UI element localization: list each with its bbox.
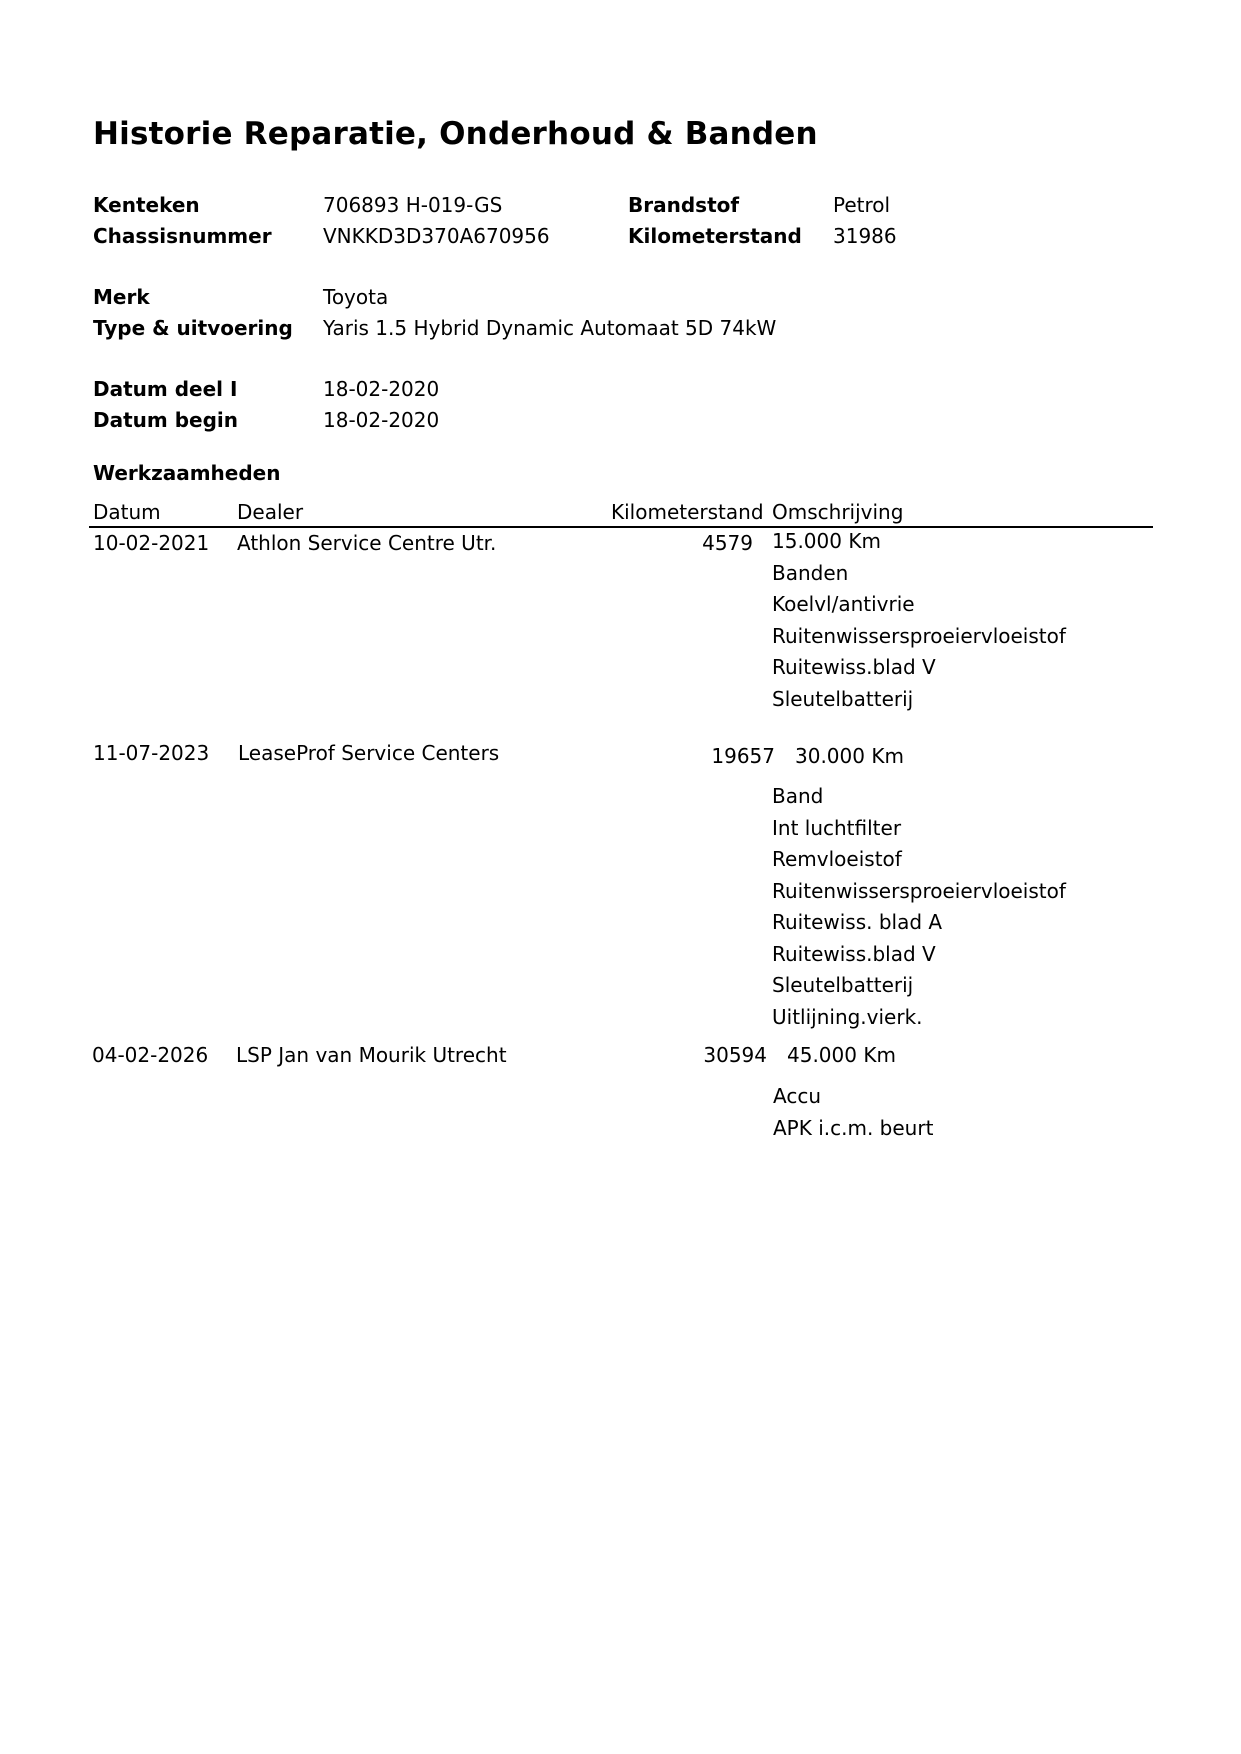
omschrijving-item: Ruitenwissersproeiervloeistof — [772, 878, 1066, 903]
omschrijving-item: Accu — [773, 1084, 821, 1108]
type-label: Type & uitvoering — [93, 316, 293, 340]
row-omschrijving-first: 45.000 Km — [787, 1043, 896, 1067]
column-header-datum: Datum — [93, 500, 161, 524]
brandstof-label: Brandstof — [628, 193, 740, 217]
datum-deel-value: 18-02-2020 — [323, 377, 440, 401]
row-dealer: LeaseProf Service Centers — [238, 741, 500, 765]
werkzaamheden-heading: Werkzaamheden — [93, 461, 281, 485]
row-datum: 11-07-2023 — [93, 741, 210, 765]
omschrijving-item: 15.000 Km — [772, 529, 881, 553]
omschrijving-item: Band — [772, 784, 824, 808]
chassis-label: Chassisnummer — [93, 224, 272, 248]
kilometerstand-label: Kilometerstand — [628, 224, 802, 248]
kenteken-label: Kenteken — [93, 193, 200, 217]
type-value: Yaris 1.5 Hybrid Dynamic Automaat 5D 74kW — [323, 316, 777, 340]
omschrijving-item: Ruitenwissersproeiervloeistof — [772, 623, 1066, 648]
kenteken-value: 706893 H-019-GS — [323, 193, 503, 217]
row-datum: 10-02-2021 — [93, 531, 210, 555]
kilometerstand-value: 31986 — [833, 224, 897, 248]
omschrijving-item: Sleutelbatterij — [772, 973, 914, 997]
datum-begin-value: 18-02-2020 — [323, 408, 440, 432]
omschrijving-item: Ruitewiss.blad V — [772, 655, 936, 679]
merk-label: Merk — [93, 285, 150, 309]
omschrijving-item: Ruitewiss.blad V — [772, 941, 936, 966]
column-header-omschrijving: Omschrijving — [772, 500, 904, 524]
omschrijving-item: Ruitewiss. blad A — [772, 910, 943, 934]
column-header-dealer: Dealer — [237, 500, 304, 524]
omschrijving-item: Koelvl/antivrie — [772, 592, 915, 616]
omschrijving-item: APK i.c.m. beurt — [773, 1115, 934, 1140]
row-datum: 04-02-2026 — [92, 1043, 209, 1067]
row-kilometerstand: 30594 — [703, 1043, 767, 1067]
page-title: Historie Reparatie, Onderhoud & Banden — [93, 116, 818, 152]
row-dealer: Athlon Service Centre Utr. — [237, 531, 497, 555]
omschrijving-item: Int luchtfilter — [772, 815, 902, 840]
omschrijving-item: Remvloeistof — [772, 847, 902, 871]
datum-begin-label: Datum begin — [93, 408, 238, 432]
datum-deel-label: Datum deel I — [93, 377, 238, 401]
row-kilometerstand: 4579 — [702, 531, 753, 555]
row-dealer: LSP Jan van Mourik Utrecht — [236, 1043, 507, 1067]
row-omschrijving — [772, 781, 1066, 1033]
omschrijving-item: Uitlijning.vierk. — [772, 1004, 923, 1029]
column-header-kilometerstand: Kilometerstand — [611, 500, 764, 524]
merk-value: Toyota — [323, 285, 389, 309]
row-omschrijving — [773, 1081, 933, 1144]
omschrijving-item: Sleutelbatterij — [772, 686, 914, 711]
row-omschrijving — [772, 526, 1066, 715]
row-kilometerstand: 19657 — [711, 744, 775, 768]
row-omschrijving-first: 30.000 Km — [795, 744, 904, 768]
chassis-value: VNKKD3D370A670956 — [323, 224, 550, 248]
omschrijving-item: Banden — [772, 560, 849, 585]
brandstof-value: Petrol — [833, 193, 891, 217]
